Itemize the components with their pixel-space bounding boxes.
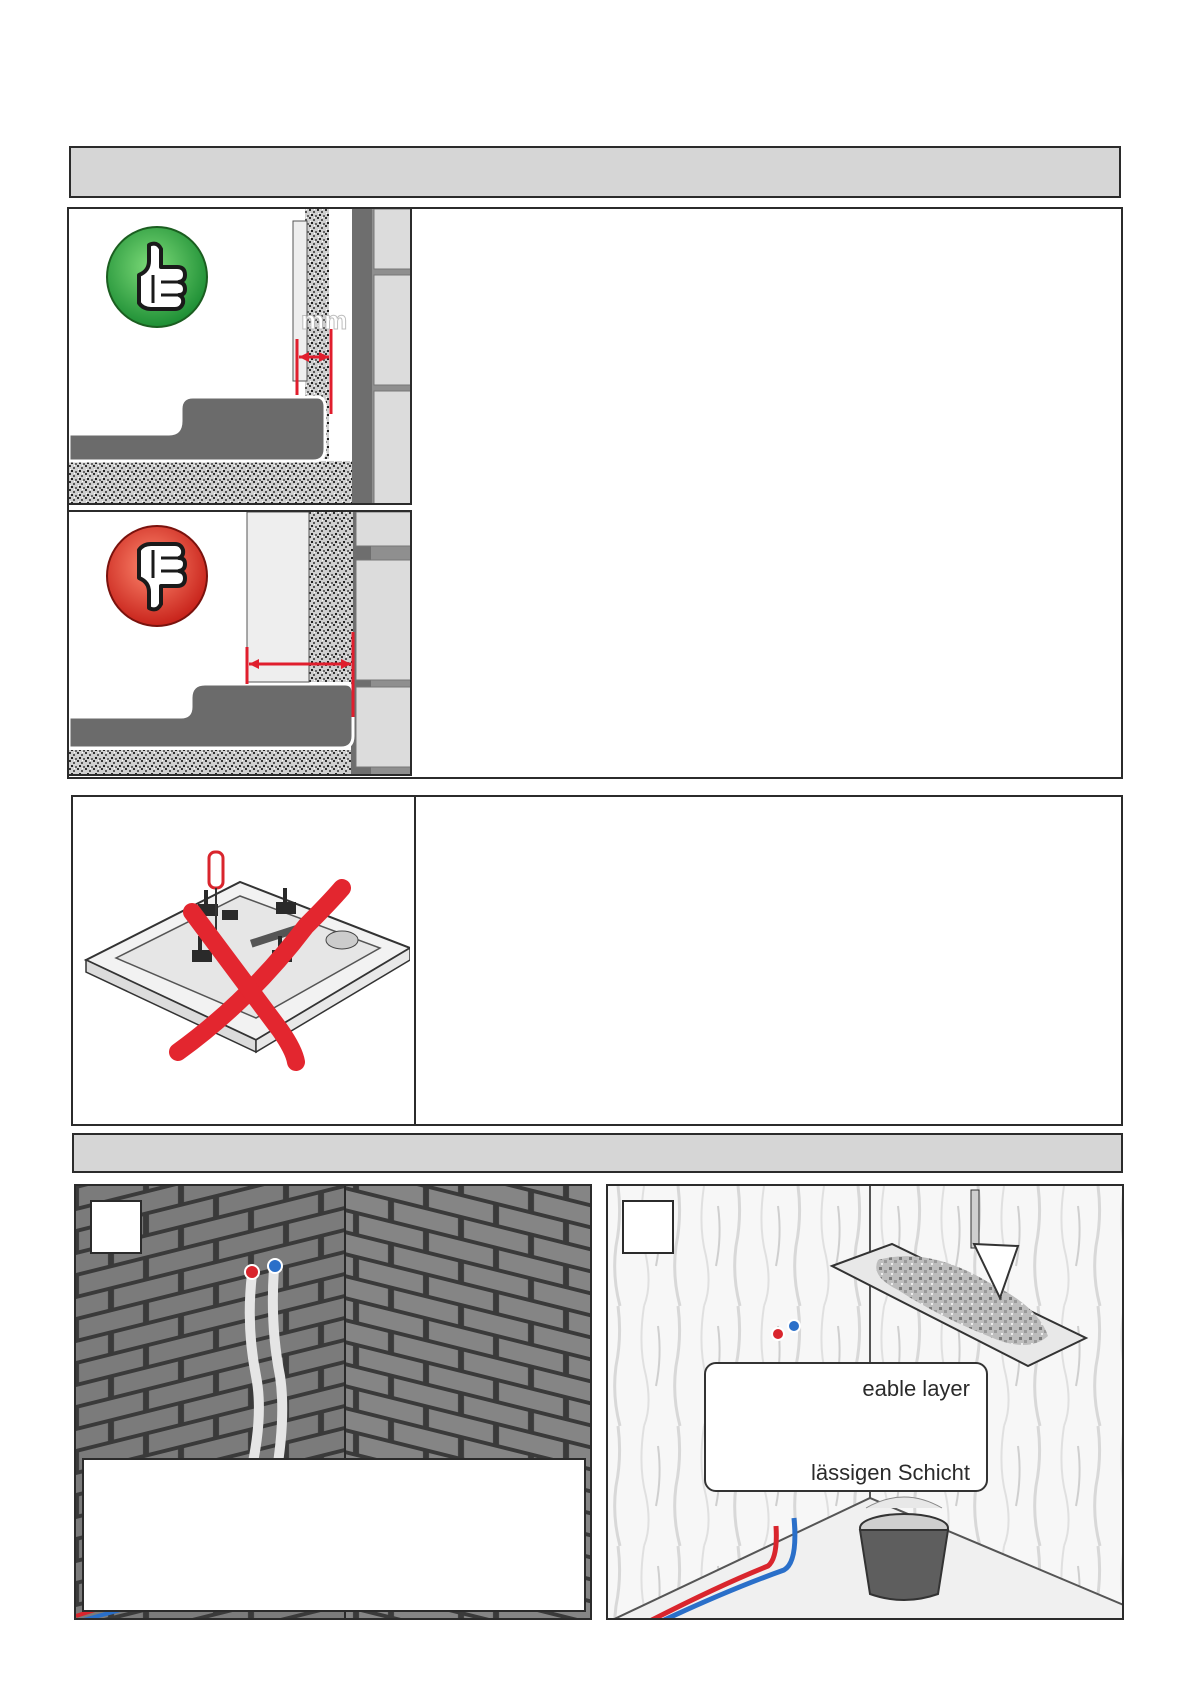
tray-feet-adjustment-illustration <box>80 840 410 1080</box>
step-callout-box <box>704 1362 988 1492</box>
step-number-box <box>622 1200 674 1254</box>
thumbs-up-icon <box>105 225 209 329</box>
step-number-box <box>90 1200 142 1254</box>
callout-line-german: lässigen Schicht <box>811 1460 970 1485</box>
thumbs-down-icon <box>105 524 209 628</box>
good-installation-panel <box>67 207 412 505</box>
step-description-box <box>82 1458 586 1612</box>
callout-line-english: eable layer <box>862 1376 970 1401</box>
step-panel-waterproof-layer <box>606 1184 1124 1620</box>
section-header-bar <box>69 146 1121 198</box>
section-header-bar <box>72 1133 1123 1173</box>
bad-installation-panel <box>67 510 412 776</box>
gap-measurement-label: mm <box>301 305 348 335</box>
step-panel-pipes <box>74 1184 592 1620</box>
tray-adjust-divider <box>414 795 416 1126</box>
